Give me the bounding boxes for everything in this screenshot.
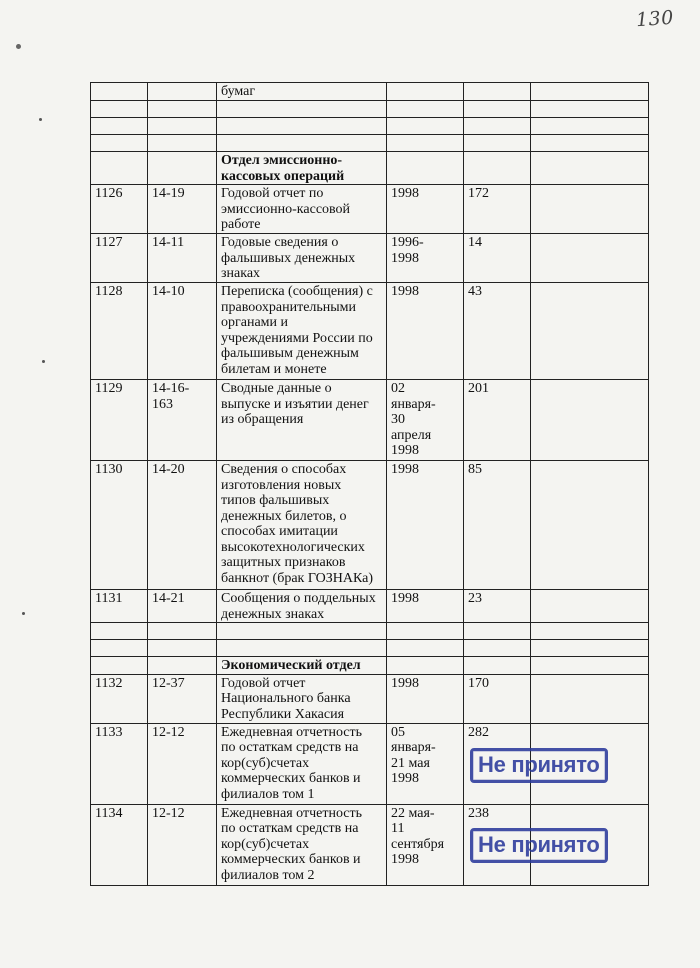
cell-file-index: 12-12 <box>148 804 217 885</box>
cell-notes <box>531 657 649 675</box>
cell-dates: 22 мая- 11 сентября 1998 <box>387 804 464 885</box>
cell-file-title <box>217 118 387 135</box>
cell-dates <box>387 118 464 135</box>
cell-dates: 02 января- 30 апреля 1998 <box>387 380 464 461</box>
cell-file-index: 14-10 <box>148 283 217 380</box>
cell-item-number: 1134 <box>91 804 148 885</box>
cell-notes <box>531 461 649 590</box>
cell-sheet-count <box>464 657 531 675</box>
cell-sheet-count <box>464 152 531 185</box>
cell-file-index <box>148 152 217 185</box>
table-row <box>91 380 649 461</box>
cell-sheet-count <box>464 118 531 135</box>
cell-sheet-count: 23 <box>464 590 531 623</box>
cell-sheet-count <box>464 101 531 118</box>
cell-file-title: Сведения о способах изготовления новых типов фальшивых денежных билетов, о способах имитации высокотехнологических защитных признаков банкнот (брак ГОЗНАКа) <box>217 461 387 590</box>
cell-sheet-count <box>464 640 531 657</box>
cell-item-number: 1131 <box>91 590 148 623</box>
cell-dates: 1998 <box>387 185 464 234</box>
cell-item-number: 1127 <box>91 234 148 283</box>
table-row <box>91 590 649 623</box>
paper-speck <box>22 612 25 615</box>
cell-dates: 1998 <box>387 461 464 590</box>
blank-row <box>91 118 649 135</box>
cell-file-index: 14-11 <box>148 234 217 283</box>
cell-item-number: 1132 <box>91 674 148 723</box>
cell-file-title: Отдел эмиссионно- кассовых операций <box>217 152 387 185</box>
cell-item-number: 1126 <box>91 185 148 234</box>
cell-sheet-count: 170 <box>464 674 531 723</box>
cell-file-title <box>217 640 387 657</box>
cell-sheet-count <box>464 623 531 640</box>
table-row <box>91 283 649 380</box>
cell-item-number: 1133 <box>91 723 148 804</box>
paper-speck <box>39 118 42 121</box>
cell-sheet-count <box>464 135 531 152</box>
stamp-not-accepted: Не принято <box>470 748 608 783</box>
cell-notes <box>531 623 649 640</box>
cell-item-number <box>91 101 148 118</box>
cell-notes <box>531 118 649 135</box>
cell-sheet-count: 85 <box>464 461 531 590</box>
cell-notes <box>531 640 649 657</box>
cell-sheet-count: 238 <box>464 804 531 885</box>
section-row <box>91 657 649 675</box>
blank-row <box>91 623 649 640</box>
cell-file-index: 14-21 <box>148 590 217 623</box>
cell-file-title <box>217 623 387 640</box>
cell-notes <box>531 234 649 283</box>
cell-file-index <box>148 623 217 640</box>
cell-file-index: 12-37 <box>148 674 217 723</box>
cell-file-title: Ежедневная отчетность по остаткам средств на кор(суб)счетах коммерческих банков и филиалов том 2 <box>217 804 387 885</box>
cell-file-index: 14-20 <box>148 461 217 590</box>
section-row <box>91 152 649 185</box>
cell-file-title: Годовой отчет Национального банка Республики Хакасия <box>217 674 387 723</box>
cell-file-title: Годовые сведения о фальшивых денежных знаках <box>217 234 387 283</box>
cell-sheet-count: 43 <box>464 283 531 380</box>
cell-file-index <box>148 118 217 135</box>
cell-notes <box>531 590 649 623</box>
table-row <box>91 185 649 234</box>
punch-hole <box>16 44 21 49</box>
cell-file-index: 12-12 <box>148 723 217 804</box>
cell-sheet-count: 172 <box>464 185 531 234</box>
cell-notes <box>531 674 649 723</box>
cell-item-number <box>91 152 148 185</box>
cell-file-title <box>217 135 387 152</box>
cell-file-title: Сводные данные о выпуске и изъятии денег из обращения <box>217 380 387 461</box>
cell-dates <box>387 135 464 152</box>
cell-item-number <box>91 83 148 101</box>
cell-file-title: Экономический отдел <box>217 657 387 675</box>
cell-file-index <box>148 657 217 675</box>
table-row <box>91 461 649 590</box>
cell-dates: 05 января- 21 мая 1998 <box>387 723 464 804</box>
cell-file-index <box>148 640 217 657</box>
cell-sheet-count: 14 <box>464 234 531 283</box>
cell-dates <box>387 640 464 657</box>
cell-dates <box>387 657 464 675</box>
cell-file-title: Ежедневная отчетность по остаткам средств на кор(суб)счетах коммерческих банков и филиалов том 1 <box>217 723 387 804</box>
cell-sheet-count <box>464 83 531 101</box>
cell-file-index <box>148 83 217 101</box>
cell-file-index: 14-19 <box>148 185 217 234</box>
cell-item-number <box>91 118 148 135</box>
page-number: 130 <box>635 6 675 32</box>
paper-speck <box>42 360 45 363</box>
cell-file-title: Переписка (сообщения) с правоохранительными органами и учреждениями России по фальшивым денежным билетам и монете <box>217 283 387 380</box>
cell-notes <box>531 185 649 234</box>
blank-row <box>91 640 649 657</box>
table-row <box>91 83 649 101</box>
cell-file-title <box>217 101 387 118</box>
cell-item-number <box>91 623 148 640</box>
cell-file-index <box>148 101 217 118</box>
cell-notes <box>531 380 649 461</box>
cell-dates <box>387 83 464 101</box>
cell-file-title: Годовой отчет по эмиссионно-кассовой работе <box>217 185 387 234</box>
cell-item-number <box>91 135 148 152</box>
cell-notes <box>531 101 649 118</box>
cell-dates <box>387 152 464 185</box>
stamp-not-accepted: Не принято <box>470 828 608 863</box>
cell-file-title: бумаг <box>217 83 387 101</box>
cell-dates: 1998 <box>387 283 464 380</box>
cell-sheet-count: 201 <box>464 380 531 461</box>
cell-notes <box>531 83 649 101</box>
cell-dates: 1996- 1998 <box>387 234 464 283</box>
cell-dates <box>387 623 464 640</box>
table-row <box>91 234 649 283</box>
blank-row <box>91 135 649 152</box>
cell-notes <box>531 283 649 380</box>
cell-item-number: 1130 <box>91 461 148 590</box>
cell-file-index <box>148 135 217 152</box>
cell-item-number: 1129 <box>91 380 148 461</box>
cell-item-number <box>91 657 148 675</box>
cell-file-index: 14-16- 163 <box>148 380 217 461</box>
cell-file-title: Сообщения о поддельных денежных знаках <box>217 590 387 623</box>
cell-dates <box>387 101 464 118</box>
cell-sheet-count: 282 <box>464 723 531 804</box>
cell-item-number: 1128 <box>91 283 148 380</box>
cell-dates: 1998 <box>387 674 464 723</box>
cell-item-number <box>91 640 148 657</box>
cell-dates: 1998 <box>387 590 464 623</box>
table-row <box>91 674 649 723</box>
blank-row <box>91 101 649 118</box>
cell-notes <box>531 152 649 185</box>
cell-notes <box>531 135 649 152</box>
